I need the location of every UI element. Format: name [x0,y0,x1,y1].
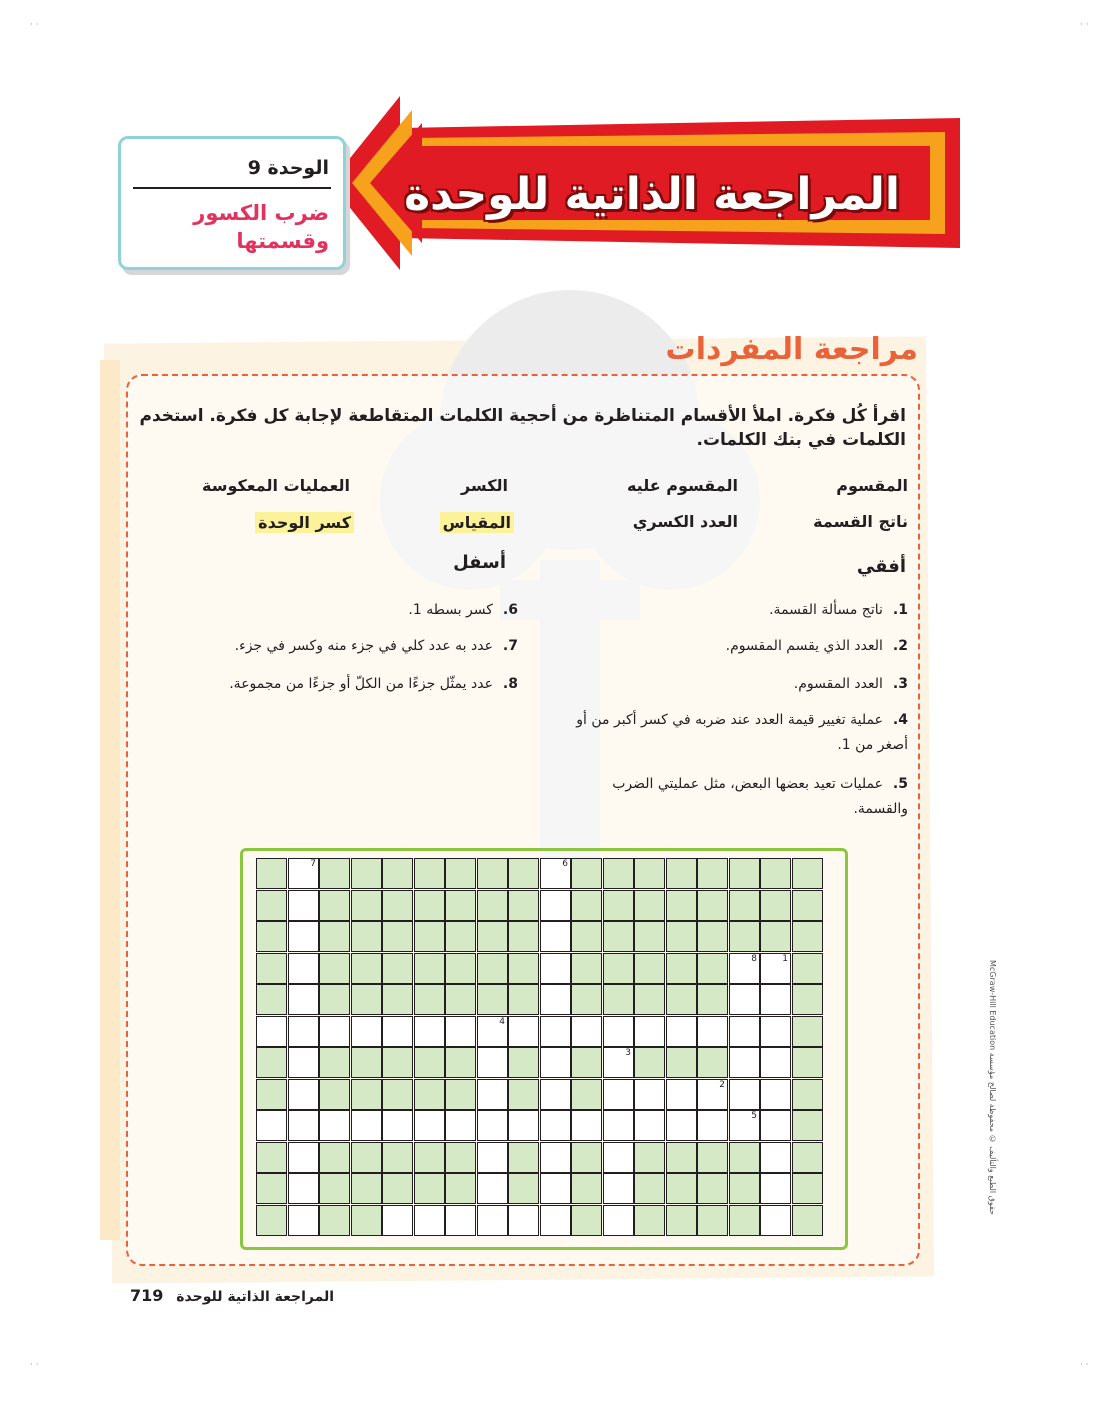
crossword-cell-filled [508,1173,539,1204]
crossword-cell-filled [571,1047,602,1078]
crossword-cell-filled [729,1173,760,1204]
clue-across-5 [568,772,908,822]
crossword-cell-filled [666,890,697,921]
crossword-cell-filled [792,858,823,889]
crossword-cell-blank[interactable] [540,1173,571,1204]
clue-text: كسر بسطه 1. [408,602,493,618]
crop-mark: · · [1080,20,1089,30]
crossword-cell-filled [792,1016,823,1047]
crossword-cell-blank[interactable] [288,921,319,952]
clue-text: العدد الذي يقسم المقسوم. [725,638,883,654]
crossword-clue-number: 6 [562,859,568,869]
crossword-cell-filled [508,953,539,984]
crossword-cell-filled [603,921,634,952]
crossword-cell-blank[interactable] [414,1205,445,1236]
crossword-clue-number: 5 [751,1111,757,1121]
crossword-cell-blank[interactable] [477,1016,508,1047]
crossword-cell-filled [351,921,382,952]
crossword-cell-filled [697,984,728,1015]
crossword-cell-blank[interactable] [571,1016,602,1047]
crossword-cell-filled [729,1142,760,1173]
crossword-cell-blank[interactable] [603,1142,634,1173]
crossword-cell-filled [508,1079,539,1110]
clue-number: 8. [502,676,518,692]
crossword-cell-blank[interactable] [729,1079,760,1110]
crossword-cell-filled [256,1173,287,1204]
crossword-cell-filled [319,858,350,889]
crossword-cell-filled [634,890,665,921]
clue-number: 3. [892,676,908,692]
crossword-cell-filled [477,858,508,889]
crossword-cell-blank[interactable] [508,1016,539,1047]
crossword-cell-filled [697,1205,728,1236]
crossword-cell-filled [414,921,445,952]
word-bank-item: العمليات المعكوسة [202,476,350,495]
crossword-cell-filled [477,890,508,921]
crossword-cell-filled [319,1142,350,1173]
crossword-cell-filled [319,1205,350,1236]
crossword-cell-filled [351,984,382,1015]
crossword-cell-filled [445,890,476,921]
crossword-cell-blank[interactable] [414,1110,445,1141]
crossword-cell-blank[interactable] [634,1079,665,1110]
word-bank-item: كسر الوحدة [255,512,354,533]
crossword-cell-blank[interactable] [445,1016,476,1047]
crossword-cell-filled [634,921,665,952]
crossword-cell-blank[interactable] [382,1110,413,1141]
crossword-cell-filled [571,858,602,889]
clue-number: 4. [892,712,908,728]
unit-topic: ضرب الكسور وقسمتها [193,201,329,253]
clue-across-1 [568,598,908,623]
crossword-cell-filled [571,1173,602,1204]
crossword-cell-filled [697,890,728,921]
crossword-cell-filled [697,921,728,952]
crossword-cell-filled [319,953,350,984]
crossword-cell-blank[interactable] [729,984,760,1015]
crossword-cell-blank[interactable] [540,1079,571,1110]
crossword-cell-filled [351,953,382,984]
crossword-cell-blank[interactable] [477,1047,508,1078]
crossword-cell-filled [414,890,445,921]
clue-down-6 [138,598,518,623]
crossword-cell-blank[interactable] [477,1205,508,1236]
crossword-cell-blank[interactable] [540,1016,571,1047]
crossword-cell-filled [477,984,508,1015]
clue-number: 2. [892,638,908,654]
crossword-cell-filled [666,984,697,1015]
crossword-cell-blank[interactable] [288,1173,319,1204]
crossword-cell-blank[interactable] [634,1016,665,1047]
crossword-cell-filled [382,1047,413,1078]
crossword-cell-filled [445,1079,476,1110]
crossword-cell-filled [382,1142,413,1173]
down-heading: أسفل [453,552,506,573]
crossword-cell-filled [666,1047,697,1078]
crossword-cell-filled [445,921,476,952]
crossword-cell-filled [792,1110,823,1141]
word-bank-item: ناتج القسمة [813,512,908,531]
crossword-cell-blank[interactable] [319,1016,350,1047]
crossword-cell-blank[interactable] [760,1079,791,1110]
crossword-cell-filled [319,984,350,1015]
crossword-cell-filled [508,984,539,1015]
crossword-cell-blank[interactable] [571,1110,602,1141]
crossword-cell-blank[interactable] [382,1016,413,1047]
crossword-cell-filled [256,1142,287,1173]
crop-mark: · · [30,20,39,30]
crossword-cell-filled [571,890,602,921]
crossword-cell-filled [697,953,728,984]
crossword-cell-blank[interactable] [445,1205,476,1236]
crossword-cell-filled [603,858,634,889]
crossword-cell-filled [351,1142,382,1173]
crossword-cell-blank[interactable] [445,1110,476,1141]
page-footer [130,1286,334,1305]
crossword-cell-filled [729,921,760,952]
crossword-cell-filled [256,921,287,952]
crossword-cell-filled [792,953,823,984]
crossword-cell-filled [382,953,413,984]
crossword-cell-filled [414,1047,445,1078]
crossword-cell-filled [571,1079,602,1110]
crossword-cell-blank[interactable] [288,1110,319,1141]
crossword-cell-filled [508,1142,539,1173]
crossword-cell-filled [382,858,413,889]
word-bank-item: المقسوم عليه [626,476,738,495]
crossword-cell-blank[interactable] [508,1205,539,1236]
crossword-cell-blank[interactable] [288,953,319,984]
crossword-cell-blank[interactable] [288,890,319,921]
crossword-cell-filled [666,953,697,984]
crossword-cell-blank[interactable] [288,858,319,889]
crossword-cell-blank[interactable] [760,1142,791,1173]
word-bank-item: المقياس [440,512,514,533]
crossword-clue-number: 1 [782,954,788,964]
clue-across-3 [568,672,908,697]
crossword-cell-filled [603,953,634,984]
crossword-cell-filled [445,1173,476,1204]
crossword-cell-filled [760,921,791,952]
crossword-cell-blank[interactable] [603,1110,634,1141]
crossword-cell-blank[interactable] [634,1110,665,1141]
crossword-cell-filled [445,858,476,889]
clue-across-2 [568,634,908,659]
crossword-cell-blank[interactable] [666,1016,697,1047]
crossword-cell-filled [382,984,413,1015]
crossword-cell-filled [256,1079,287,1110]
paper-edge [100,360,120,1240]
crossword-cell-blank[interactable] [760,1047,791,1078]
crossword-cell-filled [319,1079,350,1110]
crossword-cell-blank[interactable] [729,1016,760,1047]
crossword-cell-blank[interactable] [288,1079,319,1110]
crossword-cell-blank[interactable] [697,1079,728,1110]
crossword-cell-filled [571,921,602,952]
crop-mark: · · [30,1360,39,1370]
crossword-cell-filled [634,1205,665,1236]
crossword-cell-filled [666,1205,697,1236]
crossword-cell-blank[interactable] [729,1047,760,1078]
crossword-cell-filled [445,953,476,984]
crossword-cell-blank[interactable] [319,1110,350,1141]
crossword-cell-filled [414,984,445,1015]
crossword-cell-blank[interactable] [477,1142,508,1173]
crossword-cell-blank[interactable] [603,1173,634,1204]
crossword-cell-filled [666,1173,697,1204]
clue-text: عدد به عدد كلي في جزء منه وكسر في جزء. [234,638,493,654]
crossword-cell-blank[interactable] [760,1205,791,1236]
crossword-cell-filled [666,858,697,889]
crossword-cell-blank[interactable] [760,1016,791,1047]
crossword-cell-filled [634,858,665,889]
crossword-cell-blank[interactable] [351,1110,382,1141]
crossword-cell-blank[interactable] [603,1079,634,1110]
crossword-cell-filled [351,890,382,921]
clue-number: 7. [502,638,518,654]
crossword-cell-filled [414,1142,445,1173]
crossword-cell-blank[interactable] [760,984,791,1015]
crossword-cell-blank[interactable] [256,1016,287,1047]
crossword-cell-filled [256,984,287,1015]
footer-label: المراجعة الذاتية للوحدة [176,1289,335,1305]
section-title: مراجعة المفردات [665,332,918,367]
crossword-cell-blank[interactable] [477,1173,508,1204]
crossword-cell-filled [603,984,634,1015]
crossword-cell-filled [351,1173,382,1204]
crossword-cell-filled [792,1205,823,1236]
crossword-cell-filled [792,984,823,1015]
crossword-cell-blank[interactable] [477,1079,508,1110]
crossword-cell-filled [792,1142,823,1173]
crossword-cell-filled [634,1173,665,1204]
crossword-cell-filled [729,890,760,921]
crossword-clue-number: 3 [625,1048,631,1058]
crossword-cell-filled [477,953,508,984]
crossword-cell-filled [382,921,413,952]
crossword-cell-filled [634,1047,665,1078]
crossword-cell-filled [319,1173,350,1204]
crossword-cell-filled [477,921,508,952]
crossword-cell-blank[interactable] [540,1110,571,1141]
clue-text: عملية تغيير قيمة العدد عند ضربه في كسر أكبر من أو أصغر من 1. [576,712,908,753]
crossword-cell-filled [729,858,760,889]
crossword-clue-number: 8 [751,954,757,964]
crossword-cell-blank[interactable] [288,1205,319,1236]
word-bank-item: المقسوم [836,476,908,495]
crossword-cell-blank[interactable] [729,953,760,984]
crossword-cell-filled [729,1205,760,1236]
copyright-note: حقوق الطبع والتأليف © محفوظة لصالح مؤسسة McGraw-Hill Education [988,960,997,1215]
crossword-cell-filled [414,1079,445,1110]
crossword-cell-blank[interactable] [697,1110,728,1141]
crossword-cell-filled [445,1142,476,1173]
crossword-cell-filled [382,1079,413,1110]
crossword-cell-blank[interactable] [729,1110,760,1141]
clue-down-8 [138,672,518,697]
crossword-cell-filled [697,1047,728,1078]
crossword-cell-blank[interactable] [288,1142,319,1173]
crop-mark: · · [1080,1360,1089,1370]
crossword-cell-blank[interactable] [666,1079,697,1110]
crossword-cell-filled [414,953,445,984]
crossword-cell-blank[interactable] [288,984,319,1015]
crossword-cell-blank[interactable] [603,1047,634,1078]
crossword-cell-filled [697,1173,728,1204]
crossword-cell-filled [256,858,287,889]
crossword-cell-filled [508,921,539,952]
crossword-clue-number: 2 [719,1080,725,1090]
crossword-cell-blank[interactable] [603,1016,634,1047]
crossword-cell-blank[interactable] [666,1110,697,1141]
crossword-cell-filled [760,890,791,921]
crossword-cell-filled [666,921,697,952]
crossword-cell-filled [792,921,823,952]
crossword-cell-filled [319,1047,350,1078]
instructions: اقرأ كُل فكرة. املأ الأقسام المتناظرة من أحجية الكلمات المتقاطعة لإجابة كل فكرة. استخدم الكلمات في بنك الكلمات. [139,406,906,450]
crossword-cell-filled [319,890,350,921]
crossword-cell-filled [256,953,287,984]
crossword-cell-filled [571,1205,602,1236]
crossword-cell-filled [571,953,602,984]
crossword-cell-filled [697,858,728,889]
crossword-cell-filled [634,1142,665,1173]
crossword-cell-filled [256,1205,287,1236]
crossword-clue-number: 7 [310,859,316,869]
divider [133,187,331,189]
crossword-cell-filled [508,1047,539,1078]
crossword-cell-filled [760,858,791,889]
crossword-cell-filled [414,858,445,889]
clue-number: 6. [502,602,518,618]
crossword-cell-blank[interactable] [382,1205,413,1236]
crossword-cell-blank[interactable] [760,1110,791,1141]
crossword-cell-blank[interactable] [288,1047,319,1078]
crossword-cell-filled [445,1047,476,1078]
crossword-cell-blank[interactable] [760,1173,791,1204]
crossword-cell-filled [792,1047,823,1078]
crossword-cell-blank[interactable] [697,1016,728,1047]
crossword-cell-filled [414,1173,445,1204]
clue-text: عدد يمثّل جزءًا من الكلّ أو جزءًا من مجموعة. [229,676,493,692]
crossword-cell-filled [666,1142,697,1173]
clue-down-7 [138,634,518,659]
word-bank-item: الكسر [460,476,508,495]
crossword-cell-blank[interactable] [760,953,791,984]
crossword-cell-filled [792,890,823,921]
crossword-cell-filled [382,1173,413,1204]
clue-number: 5. [892,776,908,792]
crossword-cell-filled [634,953,665,984]
crossword-cell-filled [508,858,539,889]
clue-text: العدد المقسوم. [793,676,883,692]
crossword-cell-blank[interactable] [414,1016,445,1047]
crossword-cell-filled [792,1079,823,1110]
crossword-cell-blank[interactable] [540,1205,571,1236]
crossword-cell-filled [351,1047,382,1078]
page-number: 719 [130,1286,164,1305]
crossword-cell-blank[interactable] [603,1205,634,1236]
crossword-cell-filled [256,1047,287,1078]
word-bank-item: العدد الكسري [632,512,738,531]
crossword-cell-filled [351,1205,382,1236]
crossword-cell-blank[interactable] [288,1016,319,1047]
crossword-cell-blank[interactable] [540,890,571,921]
crossword-cell-blank[interactable] [540,953,571,984]
crossword-cell-filled [571,984,602,1015]
crossword-cell-filled [697,1142,728,1173]
crossword-cell-filled [508,890,539,921]
crossword-clue-number: 4 [499,1017,505,1027]
crossword-cell-filled [351,1079,382,1110]
clue-number: 1. [892,602,908,618]
crossword-cell-blank[interactable] [508,1110,539,1141]
unit-card [118,136,346,270]
crossword-cell-filled [792,1173,823,1204]
crossword-cell-filled [445,984,476,1015]
crossword-cell-filled [571,1142,602,1173]
clue-text: ناتج مسألة القسمة. [769,602,883,618]
across-heading: أفقي [856,556,906,577]
crossword-cell-blank[interactable] [351,1016,382,1047]
crossword-cell-blank[interactable] [540,1142,571,1173]
clue-text: عمليات تعيد بعضها البعض، مثل عمليتي الضرب والقسمة. [612,776,908,817]
crossword-cell-blank[interactable] [256,1110,287,1141]
crossword-cell-filled [603,890,634,921]
crossword-cell-blank[interactable] [540,1047,571,1078]
crossword-cell-filled [319,921,350,952]
crossword-cell-blank[interactable] [477,1110,508,1141]
unit-label: الوحدة 9 [247,157,329,179]
clue-across-4 [568,708,908,758]
crossword-cell-filled [382,890,413,921]
crossword-cell-blank[interactable] [540,921,571,952]
crossword-cell-filled [256,890,287,921]
crossword-cell-blank[interactable] [540,858,571,889]
page-title: المراجعة الذاتية للوحدة [404,169,900,220]
crossword-cell-filled [351,858,382,889]
crossword-cell-blank[interactable] [540,984,571,1015]
crossword-cell-filled [634,984,665,1015]
